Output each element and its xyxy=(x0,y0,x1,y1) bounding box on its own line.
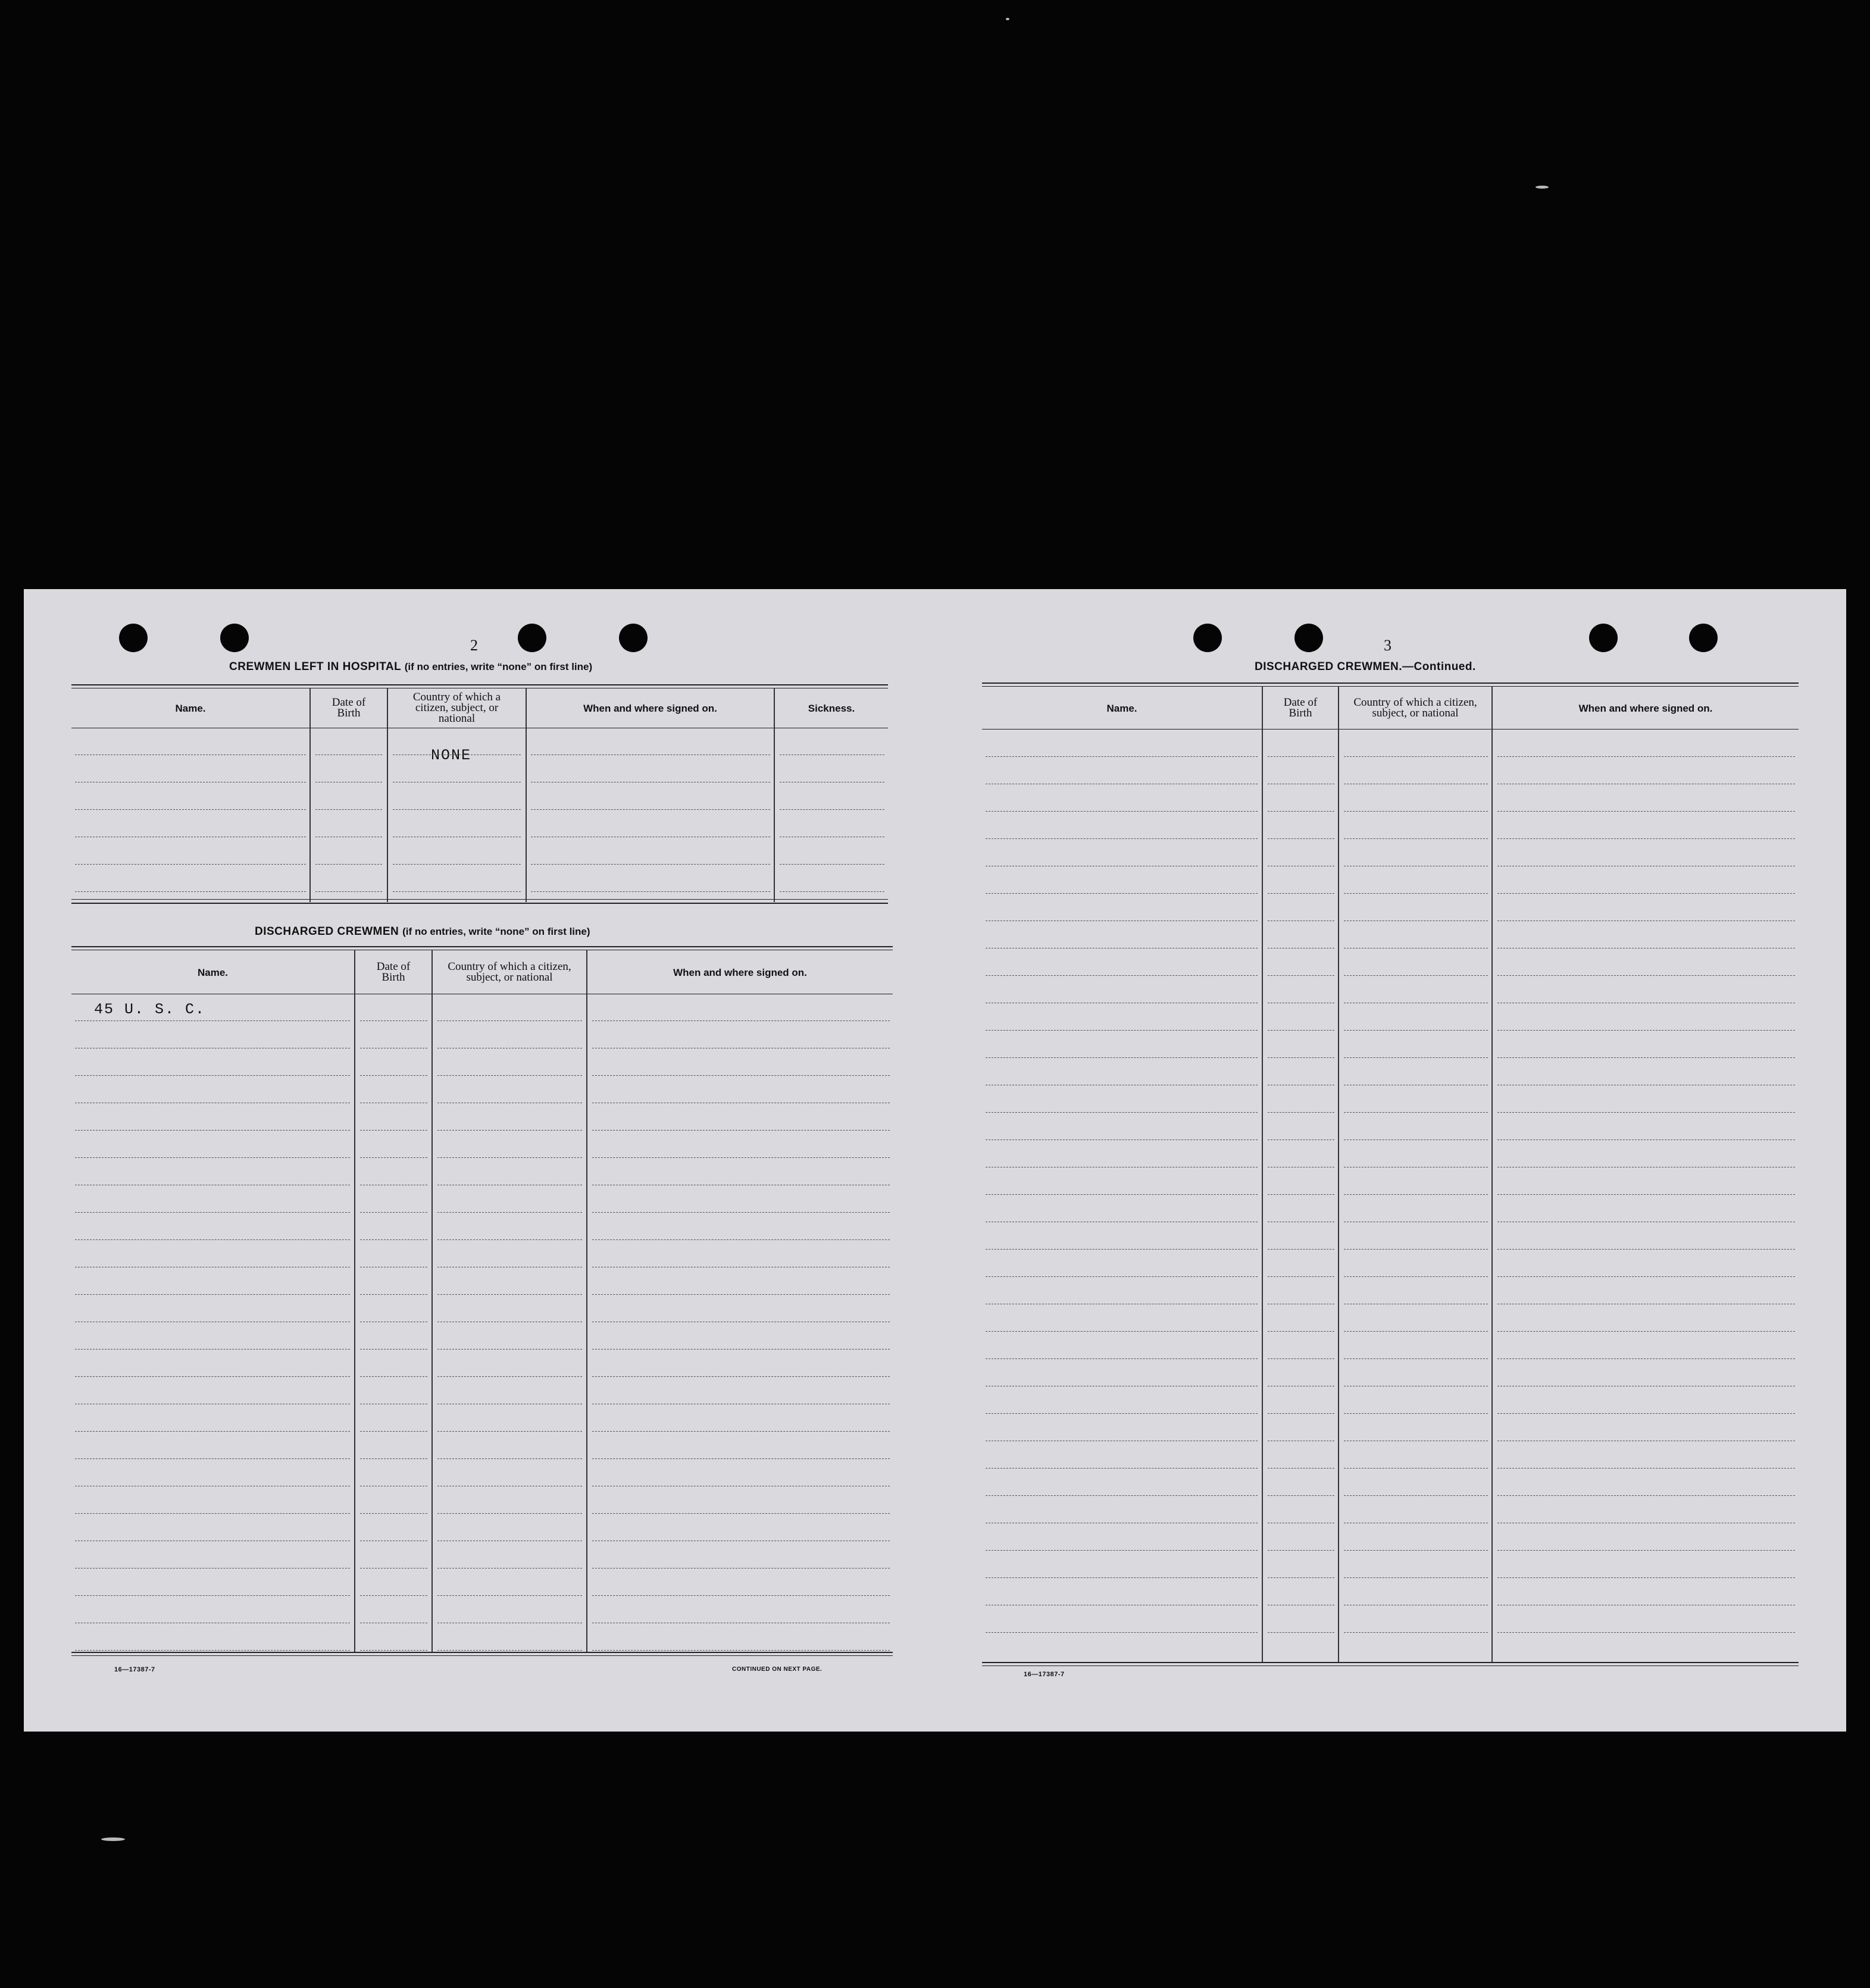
col-header-country: Country of which a citizen, subject, or national xyxy=(1353,696,1477,719)
ruling-line xyxy=(531,754,770,755)
ruling-line xyxy=(1268,1112,1334,1113)
ruling-line xyxy=(986,838,1258,839)
ruling-line xyxy=(437,1513,582,1514)
ruling-line xyxy=(1344,838,1488,839)
ruling-line xyxy=(986,1550,1258,1551)
col-header-dob: Date of Birth xyxy=(1283,696,1318,719)
ruling-line xyxy=(360,1458,427,1459)
ruling-line xyxy=(986,1276,1258,1277)
ruling-line xyxy=(986,811,1258,812)
ruling-line xyxy=(1344,1495,1488,1496)
punch-hole xyxy=(1589,624,1618,652)
ruling-line xyxy=(1497,975,1795,976)
form-number: 16—17387-7 xyxy=(114,1666,155,1673)
ruling-line xyxy=(1497,1632,1795,1633)
ruling-line xyxy=(986,1030,1258,1031)
right-form-page xyxy=(934,589,1846,1732)
discharged-title-text: DISCHARGED CREWMEN xyxy=(255,925,399,938)
ruling-line xyxy=(360,1376,427,1377)
punch-hole xyxy=(619,624,648,652)
ruling-line xyxy=(75,1294,350,1295)
ruling-line xyxy=(592,1376,890,1377)
ruling-line xyxy=(1497,1468,1795,1469)
ruling-line xyxy=(437,1376,582,1377)
ruling-line xyxy=(437,1212,582,1213)
ruling-line xyxy=(1268,893,1334,894)
ruling-line xyxy=(1344,975,1488,976)
ruling-line xyxy=(1497,1495,1795,1496)
ruling-line xyxy=(986,1112,1258,1113)
ruling-line xyxy=(1497,1413,1795,1414)
ruling-line xyxy=(360,1349,427,1350)
ruling-line xyxy=(437,1349,582,1350)
ruling-line xyxy=(592,1294,890,1295)
ruling-line xyxy=(437,1130,582,1131)
ruling-line xyxy=(1344,1331,1488,1332)
ruling-line xyxy=(1268,975,1334,976)
hospital-table xyxy=(71,684,888,904)
ruling-line xyxy=(1344,1194,1488,1195)
ruling-line xyxy=(360,1157,427,1158)
ruling-line xyxy=(360,1513,427,1514)
ruling-line xyxy=(1344,1112,1488,1113)
ruling-line xyxy=(1497,1194,1795,1195)
ruling-line xyxy=(986,1057,1258,1058)
ruling-line xyxy=(592,1157,890,1158)
ruling-line xyxy=(1268,1577,1334,1578)
col-header-signed-on: When and where signed on. xyxy=(583,702,717,714)
ruling-line xyxy=(1497,1057,1795,1058)
ruling-line xyxy=(360,1020,427,1021)
ruling-line xyxy=(1344,1413,1488,1414)
ruling-line xyxy=(592,1513,890,1514)
discharged-continued-title: DISCHARGED CREWMEN.—Continued. xyxy=(1255,660,1476,673)
discharged-section-title xyxy=(255,925,590,938)
ruling-line xyxy=(1344,1358,1488,1359)
ruling-line xyxy=(75,1376,350,1377)
ruling-line xyxy=(75,1595,350,1596)
ruling-line xyxy=(75,864,306,865)
ruling-line xyxy=(1497,1139,1795,1140)
ruling-line xyxy=(1497,1331,1795,1332)
col-header-country: Country of which a citizen, subject, or national xyxy=(412,691,501,725)
ruling-line xyxy=(1497,1276,1795,1277)
ruling-line xyxy=(360,1568,427,1569)
ruling-line xyxy=(1268,811,1334,812)
ruling-line xyxy=(1268,1358,1334,1359)
ruling-line xyxy=(437,1075,582,1076)
ruling-line xyxy=(1268,1194,1334,1195)
ruling-line xyxy=(315,809,382,810)
ruling-line xyxy=(1497,838,1795,839)
ruling-line xyxy=(986,893,1258,894)
ruling-line xyxy=(1344,1577,1488,1578)
punch-hole xyxy=(1193,624,1222,652)
ruling-line xyxy=(986,1577,1258,1578)
ruling-line xyxy=(1344,811,1488,812)
ruling-line xyxy=(592,1595,890,1596)
ruling-line xyxy=(1344,1468,1488,1469)
ruling-line xyxy=(75,891,306,892)
ruling-line xyxy=(1344,1550,1488,1551)
ruling-line xyxy=(75,809,306,810)
ruling-line xyxy=(1344,1276,1488,1277)
col-header-name: Name. xyxy=(1106,702,1137,714)
dust-speck xyxy=(1536,186,1549,189)
col-header-dob: Date of Birth xyxy=(332,696,366,719)
ruling-line xyxy=(986,1468,1258,1469)
ruling-line xyxy=(437,1157,582,1158)
discharged-continued-table xyxy=(982,683,1799,1670)
ruling-line xyxy=(437,1431,582,1432)
ruling-line xyxy=(75,1157,350,1158)
ruling-line xyxy=(592,1075,890,1076)
punch-hole xyxy=(119,624,148,652)
ruling-line xyxy=(1344,893,1488,894)
col-header-signed-on: When and where signed on. xyxy=(673,966,807,978)
ruling-line xyxy=(531,891,770,892)
ruling-line xyxy=(1268,1276,1334,1277)
punch-hole xyxy=(518,624,546,652)
ruling-line xyxy=(360,1212,427,1213)
ruling-line xyxy=(437,1650,582,1651)
ruling-line xyxy=(1268,1030,1334,1031)
ruling-line xyxy=(1497,1112,1795,1113)
hospital-entry: NONE xyxy=(431,747,472,764)
ruling-line xyxy=(592,1568,890,1569)
ruling-line xyxy=(1268,1632,1334,1633)
ruling-line xyxy=(75,1458,350,1459)
ruling-line xyxy=(360,1431,427,1432)
punch-hole xyxy=(220,624,249,652)
ruling-line xyxy=(986,1331,1258,1332)
ruling-line xyxy=(75,1130,350,1131)
ruling-line xyxy=(360,1650,427,1651)
ruling-line xyxy=(592,1349,890,1350)
ruling-line xyxy=(1497,811,1795,812)
ruling-line xyxy=(986,975,1258,976)
ruling-line xyxy=(1268,1331,1334,1332)
ruling-line xyxy=(75,1020,350,1021)
ruling-line xyxy=(1268,1413,1334,1414)
col-header-name: Name. xyxy=(175,702,206,714)
ruling-line xyxy=(1497,1550,1795,1551)
ruling-line xyxy=(360,1294,427,1295)
ruling-line xyxy=(592,1431,890,1432)
ruling-line xyxy=(1268,1495,1334,1496)
ruling-line xyxy=(360,1239,427,1240)
ruling-line xyxy=(360,1075,427,1076)
discharged-table xyxy=(71,946,893,1657)
ruling-line xyxy=(437,1239,582,1240)
ruling-line xyxy=(1268,1468,1334,1469)
ruling-line xyxy=(592,1239,890,1240)
ruling-line xyxy=(1344,1632,1488,1633)
dust-speck xyxy=(1006,18,1009,20)
ruling-line xyxy=(393,754,521,755)
discharged-entry: 45 U. S. C. xyxy=(94,1001,206,1018)
ruling-line xyxy=(1268,1249,1334,1250)
ruling-line xyxy=(1268,756,1334,757)
discharged-title-subtitle: (if no entries, write “none” on first line) xyxy=(402,926,590,937)
ruling-line xyxy=(986,1632,1258,1633)
ruling-line xyxy=(75,1239,350,1240)
hospital-section-title xyxy=(229,660,592,674)
ruling-line xyxy=(986,1139,1258,1140)
ruling-line xyxy=(75,1568,350,1569)
ruling-line xyxy=(986,756,1258,757)
ruling-line xyxy=(437,1294,582,1295)
ruling-line xyxy=(75,1075,350,1076)
ruling-line xyxy=(592,1458,890,1459)
col-header-sickness: Sickness. xyxy=(808,702,855,714)
ruling-line xyxy=(437,1458,582,1459)
ruling-line xyxy=(75,754,306,755)
ruling-line xyxy=(986,1194,1258,1195)
ruling-line xyxy=(531,864,770,865)
page-number: 3 xyxy=(1384,637,1391,654)
ruling-line xyxy=(1344,1057,1488,1058)
ruling-line xyxy=(75,1349,350,1350)
ruling-line xyxy=(393,891,521,892)
ruling-line xyxy=(75,1650,350,1651)
ruling-line xyxy=(393,864,521,865)
col-header-name: Name. xyxy=(197,966,229,978)
ruling-line xyxy=(75,1513,350,1514)
ruling-line xyxy=(531,809,770,810)
col-header-country: Country of which a citizen, subject, or national xyxy=(448,960,571,984)
ruling-line xyxy=(1344,1249,1488,1250)
ruling-line xyxy=(1497,1577,1795,1578)
ruling-line xyxy=(1497,893,1795,894)
ruling-line xyxy=(315,754,382,755)
ruling-line xyxy=(986,1413,1258,1414)
page-number: 2 xyxy=(470,637,478,654)
ruling-line xyxy=(1268,1139,1334,1140)
col-header-signed-on: When and where signed on. xyxy=(1578,702,1713,714)
col-header-dob: Date of Birth xyxy=(376,960,411,984)
punch-hole xyxy=(1294,624,1323,652)
ruling-line xyxy=(1344,756,1488,757)
ruling-line xyxy=(393,809,521,810)
ruling-line xyxy=(986,1495,1258,1496)
ruling-line xyxy=(1344,1030,1488,1031)
ruling-line xyxy=(592,1130,890,1131)
form-number: 16—17387-7 xyxy=(1024,1671,1065,1678)
dust-speck xyxy=(101,1837,125,1841)
punch-hole xyxy=(1689,624,1718,652)
ruling-line xyxy=(1268,1057,1334,1058)
ruling-line xyxy=(75,1212,350,1213)
ruling-line xyxy=(437,1568,582,1569)
ruling-line xyxy=(1497,1358,1795,1359)
ruling-line xyxy=(1497,1030,1795,1031)
ruling-line xyxy=(1497,756,1795,757)
ruling-line xyxy=(592,1212,890,1213)
continued-note: CONTINUED ON NEXT PAGE. xyxy=(732,1666,823,1673)
ruling-line xyxy=(437,1020,582,1021)
hospital-title-text: CREWMEN LEFT IN HOSPITAL xyxy=(229,660,401,673)
ruling-line xyxy=(1268,1550,1334,1551)
ruling-line xyxy=(360,1130,427,1131)
left-form-page xyxy=(24,589,934,1732)
ruling-line xyxy=(75,1431,350,1432)
ruling-line xyxy=(360,1595,427,1596)
ruling-line xyxy=(780,809,884,810)
hospital-title-subtitle: (if no entries, write “none” on first line) xyxy=(404,661,593,672)
ruling-line xyxy=(1344,1139,1488,1140)
ruling-line xyxy=(780,864,884,865)
ruling-line xyxy=(592,1650,890,1651)
ruling-line xyxy=(1497,1249,1795,1250)
ruling-line xyxy=(780,891,884,892)
ruling-line xyxy=(315,864,382,865)
ruling-line xyxy=(1268,838,1334,839)
ruling-line xyxy=(315,891,382,892)
ruling-line xyxy=(986,1249,1258,1250)
ruling-line xyxy=(592,1020,890,1021)
ruling-line xyxy=(437,1595,582,1596)
ruling-line xyxy=(986,1358,1258,1359)
ruling-line xyxy=(780,754,884,755)
